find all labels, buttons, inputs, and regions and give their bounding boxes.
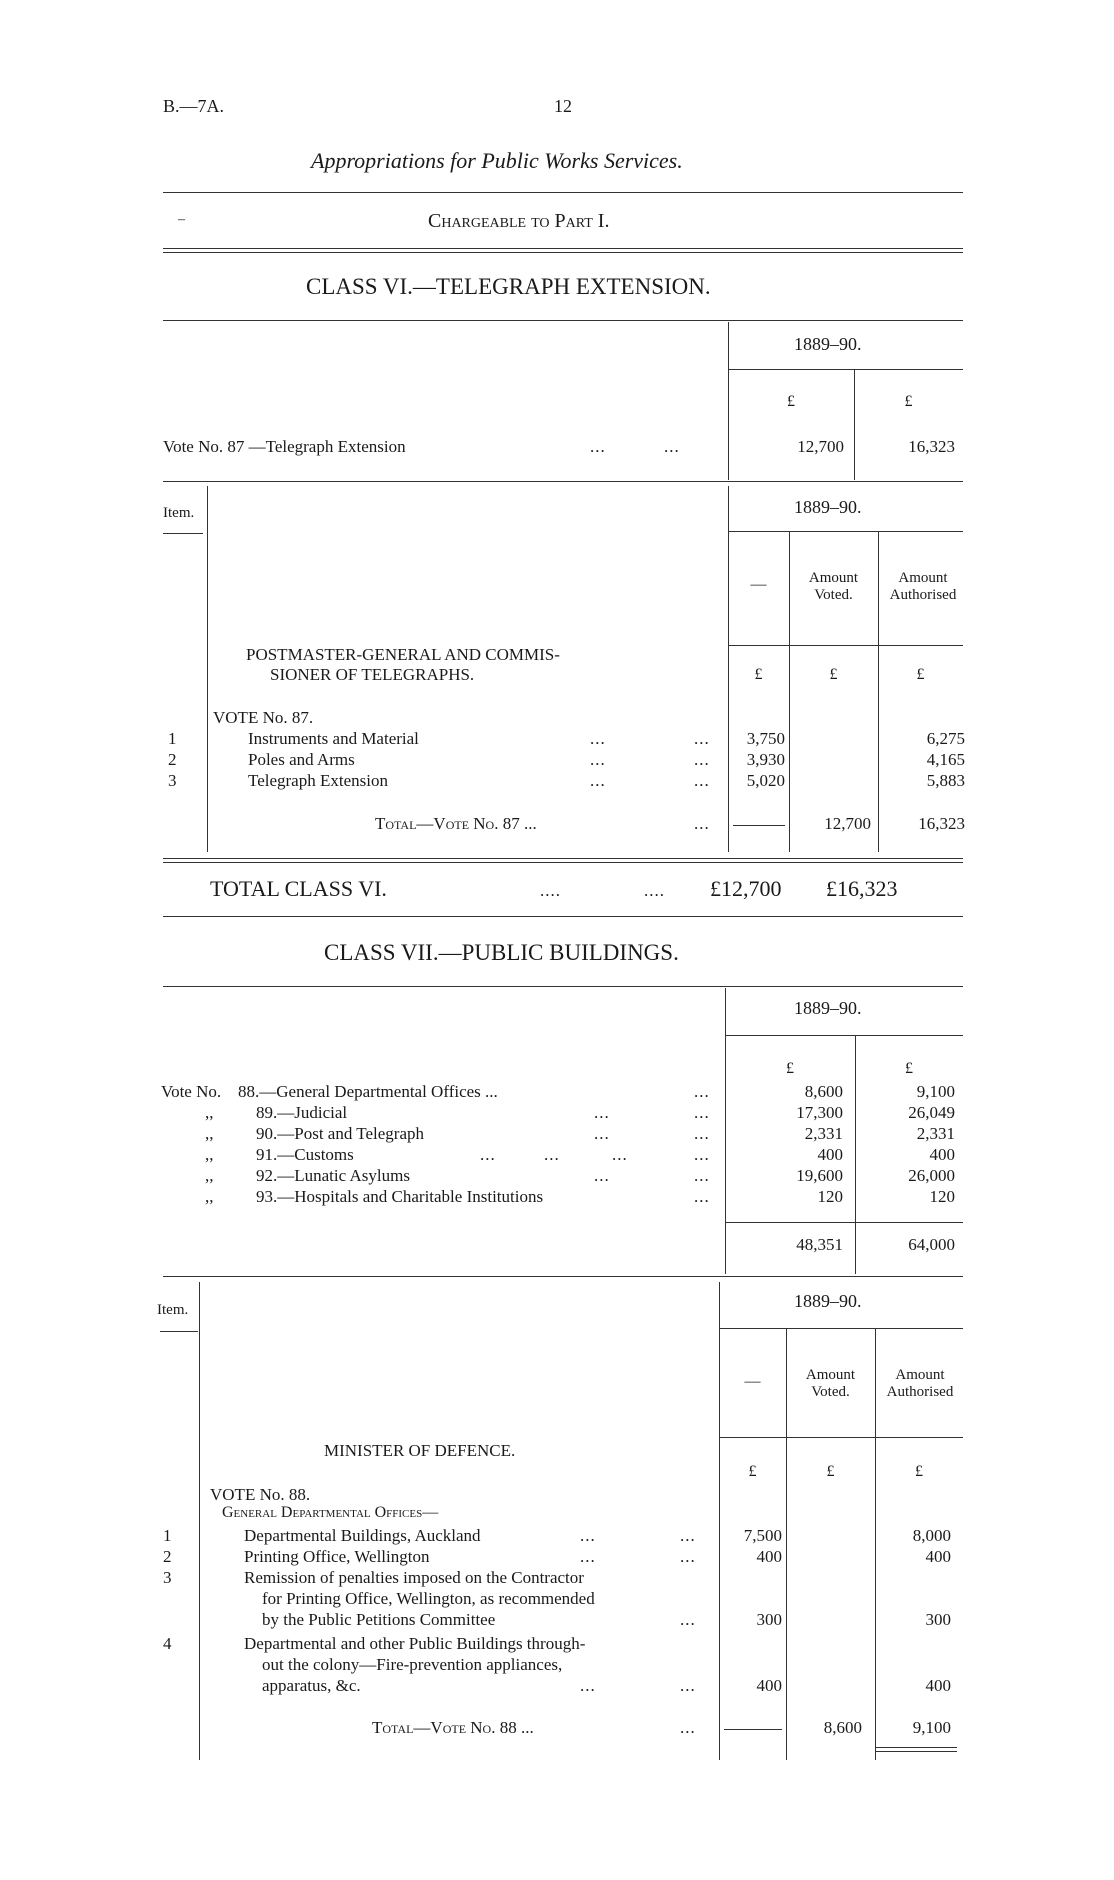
item-label: for Printing Office, Wellington, as recommended <box>262 1589 595 1608</box>
divider <box>719 1328 963 1329</box>
item-amount: 300 <box>756 1610 782 1629</box>
leader-dots: ... <box>680 1547 696 1566</box>
dash-mark: – <box>178 212 185 227</box>
item-number: 2 <box>168 750 177 769</box>
divider <box>728 645 963 646</box>
vote-92-voted: 19,600 <box>796 1166 843 1185</box>
item-amount: 400 <box>756 1676 782 1695</box>
vote-92-authorised: 26,000 <box>908 1166 955 1185</box>
leader-dots: ... <box>680 1610 696 1629</box>
ditto-mark: ,, <box>205 1145 214 1164</box>
ministry-heading-line-1: POSTMASTER-GENERAL AND COMMIS- <box>246 645 560 664</box>
vote-89-authorised: 26,049 <box>908 1103 955 1122</box>
item-authorised: 400 <box>925 1547 951 1566</box>
item-number: 4 <box>163 1634 172 1653</box>
vote-87-label: Vote No. 87 —Telegraph Extension <box>163 437 406 456</box>
chargeable-subtitle: Chargeable to Part I. <box>428 210 610 232</box>
pound-sign: £ <box>754 666 763 683</box>
divider <box>728 531 963 532</box>
leader-dots: ... <box>590 729 606 748</box>
total-class-six-authorised: £16,323 <box>826 876 898 901</box>
vote-87-subheading: VOTE No. 87. <box>213 708 314 727</box>
leader-dots: ... <box>694 1166 710 1185</box>
ministry-heading-line-2: SIONER OF TELEGRAPHS. <box>270 665 475 684</box>
item-authorised: 300 <box>925 1610 951 1629</box>
vote-93-label: 93.—Hospitals and Charitable Institutions <box>256 1187 544 1206</box>
year-header: 1889–90. <box>794 998 862 1018</box>
vote-88-voted: 8,600 <box>804 1082 843 1101</box>
item-label: Remission of penalties imposed on the Contractor <box>244 1568 584 1587</box>
class-seven-total-authorised: 64,000 <box>908 1235 955 1254</box>
column-rule <box>199 1282 200 1760</box>
page-number: 12 <box>554 96 572 116</box>
leader-dots: ... <box>694 1145 710 1164</box>
item-label: by the Public Petitions Committee <box>262 1610 496 1629</box>
divider <box>163 916 963 917</box>
total-class-six-label: TOTAL CLASS VI. <box>210 876 387 901</box>
leader-dots: ... <box>594 1103 610 1122</box>
vote-91-label: 91.—Customs <box>256 1145 354 1164</box>
leader-dots: .... <box>644 881 665 900</box>
page-title: Appropriations for Public Works Services. <box>311 148 683 173</box>
item-label: Departmental and other Public Buildings through- <box>244 1634 586 1653</box>
vote-89-label: 89.—Judicial <box>256 1103 348 1122</box>
leader-dots: ... <box>694 1124 710 1143</box>
leader-dots: ... <box>694 1187 710 1206</box>
vote-87-authorised: 16,323 <box>908 437 955 456</box>
item-number: 2 <box>163 1547 172 1566</box>
vote-90-voted: 2,331 <box>804 1124 843 1143</box>
leader-dots: ... <box>480 1145 496 1164</box>
divider <box>163 252 963 253</box>
class-six-heading: CLASS VI.—TELEGRAPH EXTENSION. <box>306 274 711 299</box>
item-column-header: Item. <box>157 1302 189 1318</box>
total-vote-88-voted: 8,600 <box>823 1718 862 1737</box>
divider <box>163 986 963 987</box>
vote-88-subheading: VOTE No. 88. <box>210 1485 311 1504</box>
leader-dots: ... <box>694 771 710 790</box>
vote-90-authorised: 2,331 <box>916 1124 955 1143</box>
vote-89-voted: 17,300 <box>796 1103 843 1122</box>
item-number: 3 <box>163 1568 172 1587</box>
document-reference: B.—7A. <box>163 96 225 116</box>
divider <box>163 862 963 863</box>
total-class-six-voted: £12,700 <box>710 876 782 901</box>
divider <box>163 1276 963 1277</box>
leader-dots: ... <box>694 814 710 833</box>
item-amount: 5,020 <box>746 771 785 790</box>
total-vote-88-label: Total—Vote No. 88 ... <box>372 1718 534 1737</box>
leader-dots: ... <box>680 1676 696 1695</box>
divider <box>719 1437 963 1438</box>
amount-authorised-header: Amount Authorised <box>886 1367 954 1400</box>
item-authorised: 400 <box>925 1676 951 1695</box>
leader-dots: ... <box>594 1124 610 1143</box>
amount-authorised-header: Amount Authorised <box>889 570 957 603</box>
divider <box>163 320 963 321</box>
pound-sign: £ <box>915 1463 923 1480</box>
amount-voted-header: Amount Voted. <box>808 570 859 603</box>
pound-sign: £ <box>786 1060 794 1077</box>
total-dash <box>724 1729 782 1730</box>
item-label: Instruments and Material <box>248 729 419 748</box>
vote-88-label: 88.—General Departmental Offices ... <box>238 1082 498 1101</box>
leader-dots: ... <box>612 1145 628 1164</box>
divider <box>160 1331 198 1332</box>
year-header: 1889–90. <box>794 497 862 517</box>
vote-90-label: 90.—Post and Telegraph <box>256 1124 424 1143</box>
year-header: 1889–90. <box>794 334 862 354</box>
vote-91-authorised: 400 <box>929 1145 955 1164</box>
item-amount: 7,500 <box>743 1526 782 1545</box>
item-label: Printing Office, Wellington <box>244 1547 430 1566</box>
item-authorised: 6,275 <box>926 729 965 748</box>
general-departmental-offices-heading: General Departmental Offices— <box>222 1504 439 1521</box>
divider <box>163 533 203 534</box>
item-label: Departmental Buildings, Auckland <box>244 1526 481 1545</box>
leader-dots: ... <box>544 1145 560 1164</box>
ministry-heading: MINISTER OF DEFENCE. <box>324 1441 516 1460</box>
column-rule <box>854 369 855 480</box>
vote-88-authorised: 9,100 <box>916 1082 955 1101</box>
item-label: Poles and Arms <box>248 750 355 769</box>
dash-column-header: — <box>750 576 767 593</box>
vote-92-label: 92.—Lunatic Asylums <box>256 1166 410 1185</box>
pound-sign: £ <box>748 1463 757 1480</box>
item-number: 3 <box>168 771 177 790</box>
item-label: out the colony—Fire-prevention appliances, <box>262 1655 563 1674</box>
vote-93-authorised: 120 <box>929 1187 955 1206</box>
item-amount: 3,930 <box>746 750 785 769</box>
item-authorised: 4,165 <box>926 750 965 769</box>
item-amount: 400 <box>756 1547 782 1566</box>
leader-dots: ... <box>694 729 710 748</box>
leader-dots: ... <box>580 1676 596 1695</box>
leader-dots: ... <box>590 771 606 790</box>
leader-dots: ... <box>680 1526 696 1545</box>
dash-column-header: — <box>744 1373 761 1390</box>
class-seven-heading: CLASS VII.—PUBLIC BUILDINGS. <box>324 940 679 965</box>
vote-prefix: Vote No. <box>161 1082 222 1101</box>
amount-voted-header: Amount Voted. <box>805 1367 856 1400</box>
leader-dots: .... <box>540 881 561 900</box>
divider <box>163 481 963 482</box>
divider <box>728 369 963 370</box>
pound-sign: £ <box>916 666 925 683</box>
ditto-mark: ,, <box>205 1103 214 1122</box>
divider <box>725 1222 963 1223</box>
leader-dots: ... <box>590 437 606 456</box>
item-authorised: 8,000 <box>912 1526 951 1545</box>
year-header: 1889–90. <box>794 1291 862 1311</box>
leader-dots: ... <box>580 1547 596 1566</box>
column-rule <box>207 486 208 852</box>
pound-sign: £ <box>826 1463 835 1480</box>
leader-dots: ... <box>590 750 606 769</box>
ditto-mark: ,, <box>205 1187 214 1206</box>
item-number: 1 <box>168 729 177 748</box>
item-authorised: 5,883 <box>926 771 965 790</box>
divider <box>163 858 963 859</box>
leader-dots: ... <box>594 1166 610 1185</box>
leader-dots: ... <box>694 1082 710 1101</box>
ditto-mark: ,, <box>205 1166 214 1185</box>
double-underline <box>875 1747 957 1748</box>
divider <box>163 192 963 193</box>
vote-93-voted: 120 <box>817 1187 843 1206</box>
item-amount: 3,750 <box>746 729 785 748</box>
pound-sign: £ <box>905 1060 913 1077</box>
total-vote-87-voted: 12,700 <box>824 814 871 833</box>
leader-dots: ... <box>580 1526 596 1545</box>
double-underline <box>875 1751 957 1752</box>
leader-dots: ... <box>680 1718 696 1737</box>
divider <box>163 248 963 249</box>
divider <box>725 1035 963 1036</box>
ditto-mark: ,, <box>205 1124 214 1143</box>
leader-dots: ... <box>694 1103 710 1122</box>
total-dash <box>733 825 785 826</box>
item-label: Telegraph Extension <box>248 771 388 790</box>
leader-dots: ... <box>694 750 710 769</box>
class-seven-total-voted: 48,351 <box>796 1235 843 1254</box>
pound-sign: £ <box>787 393 795 410</box>
pound-sign: £ <box>904 393 913 410</box>
leader-dots: ... <box>664 437 680 456</box>
vote-87-voted: 12,700 <box>797 437 844 456</box>
pound-sign: £ <box>829 666 838 683</box>
item-label: apparatus, &c. <box>262 1676 361 1695</box>
item-column-header: Item. <box>163 505 195 521</box>
item-number: 1 <box>163 1526 172 1545</box>
total-vote-87-label: Total—Vote No. 87 ... <box>375 814 537 833</box>
vote-91-voted: 400 <box>817 1145 843 1164</box>
total-vote-87-authorised: 16,323 <box>918 814 965 833</box>
total-vote-88-authorised: 9,100 <box>912 1718 951 1737</box>
